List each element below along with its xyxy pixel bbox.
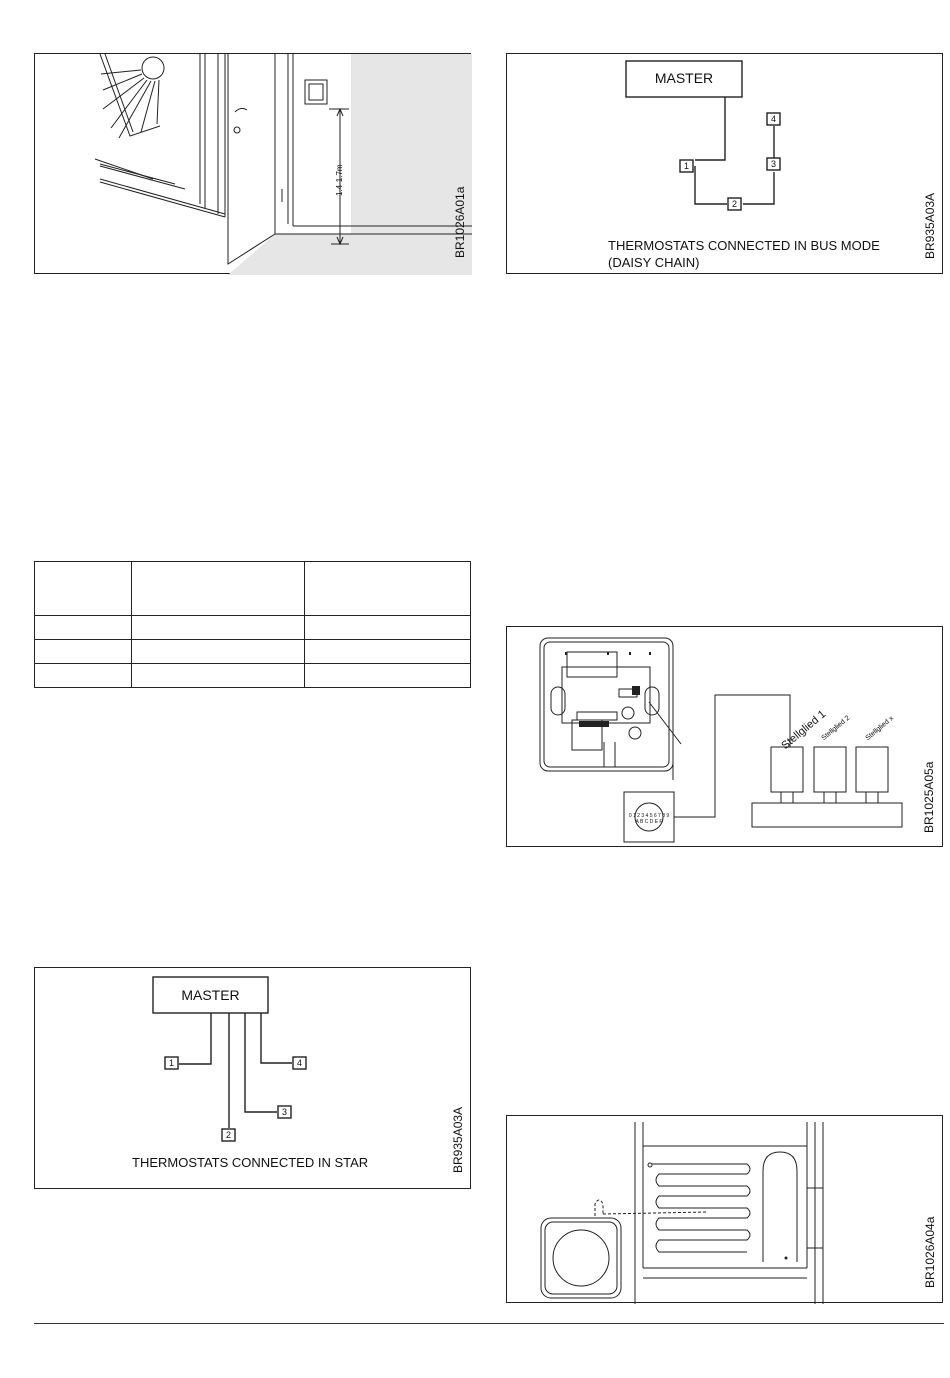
figure-code: BR1026A01a bbox=[453, 186, 467, 258]
caption-line-1: THERMOSTATS CONNECTED IN BUS MODE bbox=[608, 238, 880, 253]
node-1: 1 bbox=[168, 1058, 174, 1068]
figure-star-mode bbox=[34, 967, 471, 1189]
actuator-label-x: Stellglied x bbox=[864, 714, 895, 742]
node-3: 3 bbox=[770, 159, 776, 169]
node-4: 4 bbox=[770, 114, 776, 124]
table-row bbox=[35, 562, 471, 616]
table-cell bbox=[35, 640, 132, 664]
figure-code: BR935A03A bbox=[923, 192, 937, 259]
specification-table bbox=[34, 561, 471, 688]
actuator-label-1: Stellglied 1 bbox=[779, 708, 829, 752]
table-cell bbox=[35, 664, 132, 688]
actuator-label-2: Stellglied 2 bbox=[820, 714, 852, 742]
table-cell bbox=[305, 664, 471, 688]
table-cell bbox=[132, 616, 305, 640]
figure-code: BR935A03A bbox=[451, 1106, 465, 1173]
figure-code: BR1026A04a bbox=[923, 1216, 937, 1288]
dial-digits: 0 1 2 3 4 5 6 7 8 9 A B C D E F bbox=[628, 813, 670, 825]
master-label: MASTER bbox=[181, 987, 240, 1003]
figure-floor-heating bbox=[506, 1115, 943, 1303]
node-2: 2 bbox=[731, 199, 737, 209]
footer-rule bbox=[34, 1323, 944, 1324]
floor-heating-illustration bbox=[507, 1116, 944, 1304]
table-row bbox=[35, 616, 471, 640]
room-placement-illustration bbox=[35, 54, 472, 275]
figure-room-placement bbox=[34, 53, 471, 274]
table-cell bbox=[305, 640, 471, 664]
table-cell bbox=[35, 616, 132, 640]
caption-line-2: (DAISY CHAIN) bbox=[608, 255, 700, 270]
figure-bus-mode bbox=[506, 53, 943, 274]
table-cell bbox=[132, 664, 305, 688]
master-label: MASTER bbox=[654, 70, 714, 86]
table-row bbox=[35, 664, 471, 688]
height-label: 1.4-1.7m bbox=[335, 164, 344, 196]
node-2: 2 bbox=[225, 1130, 231, 1140]
table-cell bbox=[132, 562, 305, 616]
caption: THERMOSTATS CONNECTED IN STAR bbox=[132, 1155, 369, 1170]
node-4: 4 bbox=[296, 1058, 302, 1068]
node-1: 1 bbox=[683, 161, 689, 171]
node-3: 3 bbox=[281, 1107, 287, 1117]
table-cell bbox=[305, 562, 471, 616]
figure-actuators bbox=[506, 626, 943, 847]
table-cell bbox=[305, 616, 471, 640]
figure-code: BR1025A05a bbox=[922, 761, 936, 833]
table-cell bbox=[35, 562, 132, 616]
table-row bbox=[35, 640, 471, 664]
table-cell bbox=[132, 640, 305, 664]
actuator-wiring-diagram bbox=[507, 627, 944, 848]
